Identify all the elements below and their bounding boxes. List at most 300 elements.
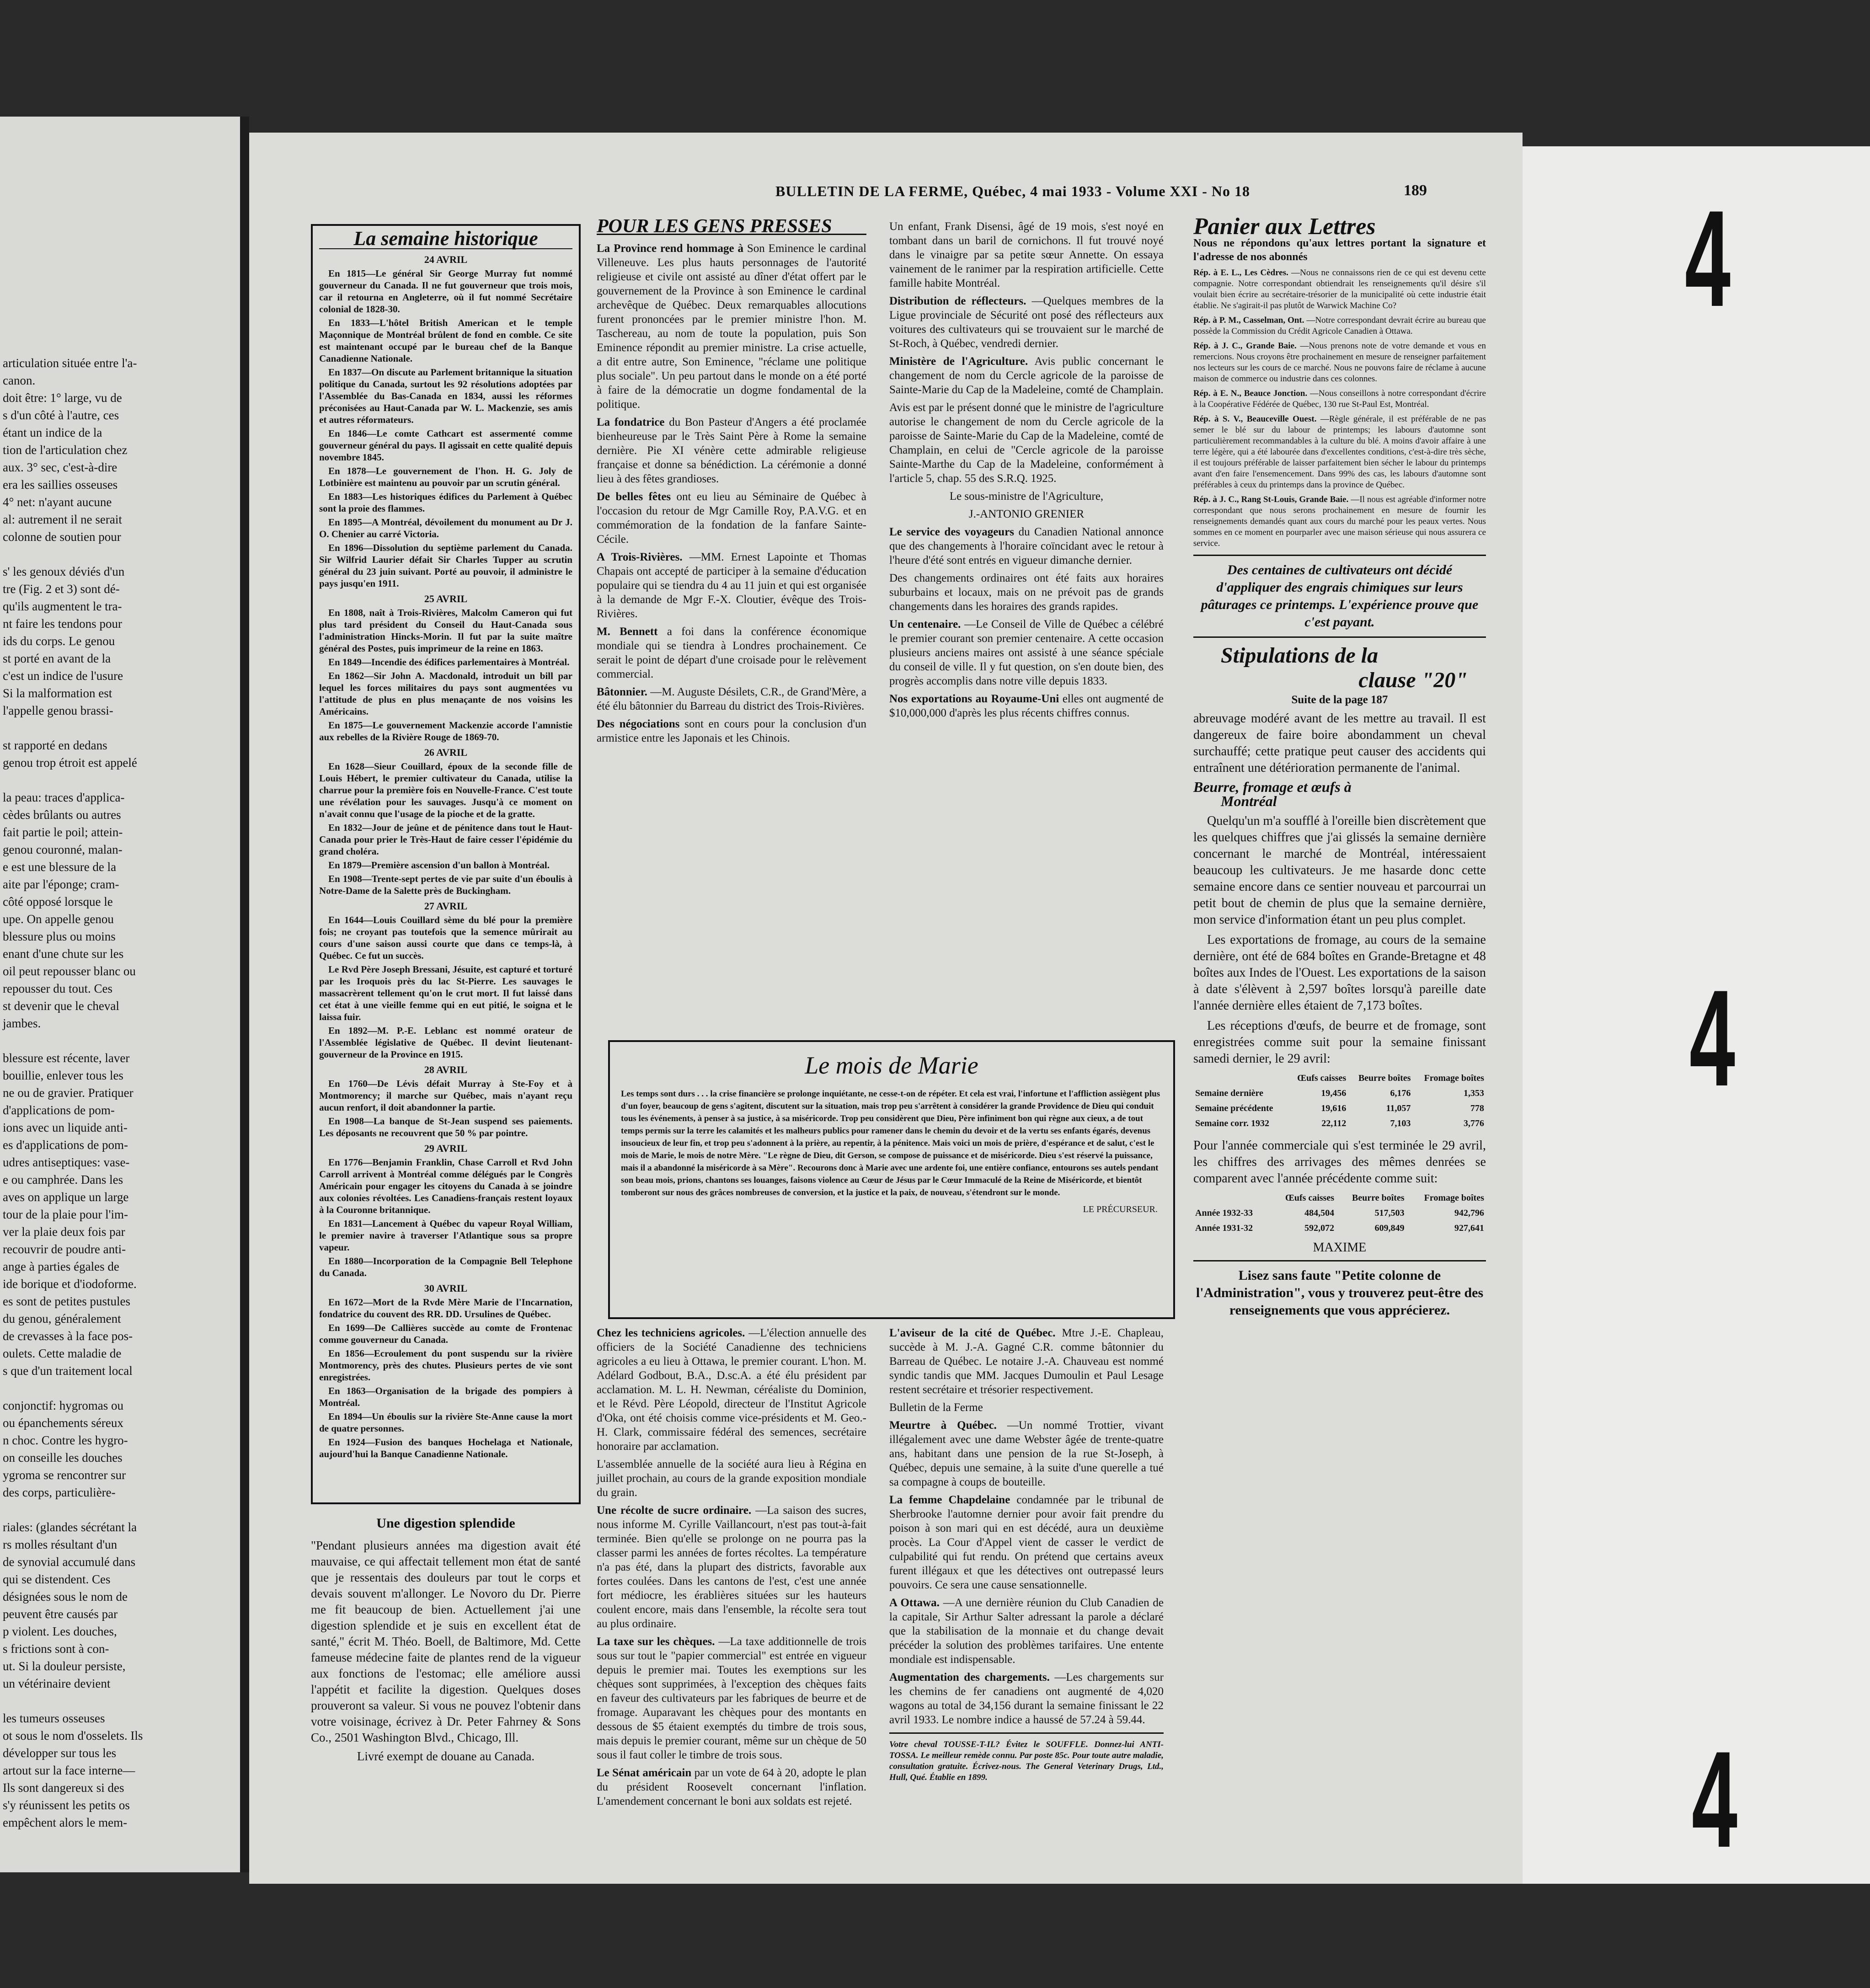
semaine-entry: En 1924—Fusion des banques Hochelaga et Nationale, aujourd'hui la Banque Canadienne Nationale.	[319, 1437, 572, 1459]
left-page-line: Ils sont dangereux si des	[3, 1781, 124, 1795]
left-page-line: n choc. Contre les hygro-	[3, 1433, 128, 1447]
beurre-para2: Pour l'année commerciale qui s'est terminée le 29 avril, les chiffres des arrivages des mêmes denrées se comparent avec l'année précédente comme suit:	[1193, 1138, 1486, 1186]
table-row	[1193, 1086, 1486, 1101]
item-text: du Canadien National annonce que des changements à l'horaire coïncidant avec le retour à l'heure d'été sont entrés en vigueur dimanche dernier.	[889, 526, 1164, 566]
beurre-paragraph: Les réceptions d'œufs, de beurre et de fromage, sont enregistrées comme suit pour la semaine finissant samedi dernier, le 29 avril:	[1193, 1019, 1486, 1066]
divider	[889, 1732, 1164, 1734]
item-text: —Nous prenons note de votre demande et vous en remercions. Nous croyons être prochainement en mesure de renseigner parfaitement nos lecteurs sur les cours de ce marché. Nous ne pouvons faire de réclame à aucune maison de commerce ou industrie dans ces colonnes.	[1193, 341, 1486, 384]
left-page-line: aite par l'éponge; cram-	[3, 877, 119, 891]
panier-reply	[1193, 315, 1486, 337]
left-page-line: c'est un indice de l'usure	[3, 669, 123, 683]
news-item	[889, 525, 1164, 567]
item-text: Avis est par le présent donné que le ministre de l'agriculture autorise le changement de nom du Cercle agricole de la paroisse de Sainte-Marie du Cap de la Madeleine, comté de Champlain, en celui de "Cercle agricole de la paroisse Sainte-Marthe du Cap de la Madeleine, conformément à l'article 5, chap. 55 des S.R.Q. 1925.	[889, 401, 1164, 485]
item-lead: A Trois-Rivières.	[597, 551, 683, 563]
semaine-entry: En 1849—Incendie des édifices parlementaires à Montréal.	[328, 657, 570, 668]
masthead: BULLETIN DE LA FERME, Québec, 4 mai 1933 - Volume XXI - No 18	[775, 183, 1250, 199]
item-text: Des changements ordinaires ont été faits aux horaires suburbains et locaux, mais on ne prévoit pas de grands changements dans les horaires des grands rapides.	[889, 572, 1164, 613]
col3-items2	[889, 525, 1164, 720]
left-page-line: st rapporté en dedans	[3, 738, 107, 752]
left-page-line: du genou, généralement	[3, 1312, 121, 1325]
marie-signature: LE PRÉCURSEUR.	[1083, 1204, 1158, 1214]
left-page-line: s que d'un traitement local	[3, 1364, 133, 1378]
item-text: a foi dans la conférence économique mondiale qui se tiendra à Londres prochainement. Ce serait le point de départ d'une croisade pour le relèvement commercial.	[597, 625, 867, 680]
semaine-entry: En 1879—Première ascension d'un ballon à Montréal.	[328, 860, 550, 871]
item-text: —Le Conseil de Ville de Québec a célébré le premier courant son premier centenaire. A cette occasion plusieurs anciens maires ont assisté à une séance spéciale du conseil de ville. Il y fut question, on s'en doute bien, des progrès accomplis dans notre ville depuis 1833.	[889, 618, 1164, 687]
left-page-line: ou épanchements séreux	[3, 1416, 123, 1430]
stipulations-title-2: clause "20"	[1358, 668, 1468, 692]
left-page-line	[0, 1379, 240, 1397]
news-item	[597, 1457, 866, 1500]
panier-reply	[1193, 341, 1486, 385]
item-lead: Distribution de réflecteurs.	[889, 295, 1026, 307]
news-item	[889, 1493, 1164, 1592]
left-page-line: tour de la plaie pour l'im-	[3, 1208, 128, 1221]
table-header-cell: Œufs caisses	[1297, 1073, 1346, 1083]
news-item	[889, 294, 1164, 351]
newspaper-page	[249, 133, 1523, 1884]
item-lead: M. Bennett	[597, 625, 658, 638]
veterinary-ad: Votre cheval TOUSSE-T-IL? Évitez le SOUFFLE. Donnez-lui ANTI-TOSSA. Le meilleur remède connu. Par poste 85c. Pour toute autre maladie, consultation gratuite. Écrivez-nous. The General Veterinary Drugs, Ltd., Hull, Qué. Établie en 1899.	[889, 1740, 1164, 1782]
left-page-line: p violent. Les douches,	[3, 1625, 117, 1638]
table-header-row	[1193, 1071, 1486, 1086]
semaine-date: 27 AVRIL	[424, 900, 468, 912]
stipulations-title-1: Stipulations de la	[1221, 643, 1378, 668]
semaine-entry: En 1699—De Callières succède au comte de Frontenac comme gouverneur du Canada.	[319, 1322, 572, 1345]
left-page-line: cèdes brûlants ou autres	[3, 808, 121, 822]
gens-presses-title: POUR LES GENS PRESSES	[597, 219, 866, 235]
table-cell: 11,057	[1386, 1103, 1411, 1113]
engrais-notice: Des centaines de cultivateurs ont décidé d'appliquer des engrais chimiques sur leurs pâturages ce printemps. L'expérience prouve que c'est payant.	[1201, 562, 1479, 630]
margin-mark: 4	[1685, 182, 1731, 335]
left-page-line: doit être: 1° large, vu de	[3, 391, 122, 405]
semaine-entry: En 1808, naît à Trois-Rivières, Malcolm Cameron qui fut plus tard président du Conseil du Haut-Canada sous l'administration Hincks-Morin. Il fut par la suite maître général des Postes, puis imprimeur de la reine en 1863.	[319, 607, 572, 654]
table-row	[1193, 1221, 1486, 1236]
left-page-line: tion de l'articulation chez	[3, 443, 128, 457]
item-lead: Ministère de l'Agriculture.	[889, 355, 1028, 368]
news-item	[889, 1596, 1164, 1667]
left-page-line: de crevasses à la face pos-	[3, 1329, 133, 1343]
table-cell: 19,456	[1321, 1088, 1346, 1098]
item-text: elles ont augmenté de $10,000,000 d'après les plus récents chiffres connus.	[889, 693, 1164, 719]
item-text: —Quelques membres de la Ligue provinciale de Sécurité ont posé des réflecteurs aux voitures des cultivateurs qui se trouvaient sur le marché de St-Roch, à Québec, vendredi dernier.	[889, 295, 1164, 350]
left-page-line: repousser du tout. Ces	[3, 982, 112, 995]
item-lead: La Province rend hommage à	[597, 242, 743, 255]
semaine-date: 28 AVRIL	[424, 1064, 468, 1075]
item-text: condamnée par le tribunal de Sherbrooke l'automne dernier pour avoir fait prendre du poison à son mari qui en est décédé, aura un deuxième procès. La Cour d'Appel vient de casser le verdict de culpabilité qui fut rendu. On prétend que certains aveux furent illégaux et que les détectives ont outrepassé leurs pouvoirs. Ce sera une cause sensationnelle.	[889, 1494, 1164, 1591]
stipulations-suite: Suite de la page 187	[1291, 694, 1388, 706]
table-header-cell	[1193, 1191, 1270, 1206]
semaine-entry: En 1862—Sir John A. Macdonald, introduit un bill par lequel les forces militaires du pays sont augmentées vu l'attitude de plus en plus menaçante de nos voisins les Américains.	[319, 670, 572, 717]
table-cell: 1,353	[1464, 1088, 1484, 1098]
beurre-title-2: Montréal	[1221, 793, 1277, 809]
left-page-line: ide borique et d'iodoforme.	[3, 1277, 137, 1291]
left-page-line: s frictions sont à con-	[3, 1642, 109, 1656]
panier-reply	[1193, 494, 1486, 549]
item-lead: Un centenaire.	[889, 618, 961, 631]
item-text: sont en cours pour la conclusion d'un armistice entre les Japonais et les Chinois.	[597, 718, 867, 744]
item-text: ont eu lieu au Séminaire de Québec à l'occasion du retour de Mgr Camille Roy, P.A.V.G. et en commémoration de la fondation de la fanfare Sainte-Cécile.	[597, 491, 866, 545]
item-lead: Des négociations	[597, 718, 680, 730]
left-page-line	[0, 719, 240, 737]
panier-reply	[1193, 267, 1486, 311]
item-lead: Rép. à J. C., Grande Baie.	[1193, 341, 1297, 351]
item-text: Bulletin de la Ferme	[889, 1401, 983, 1414]
digestion-title: Une digestion splendide	[376, 1516, 515, 1531]
panier-reply	[1193, 388, 1486, 410]
item-lead: Nos exportations au Royaume-Uni	[889, 693, 1059, 705]
left-page-line: on conseille les douches	[3, 1451, 123, 1464]
table-header-cell: Beurre boîtes	[1352, 1193, 1405, 1203]
left-page-line: es sont de petites pustules	[3, 1294, 130, 1308]
left-page-line: canon.	[3, 374, 36, 387]
table-cell: 609,849	[1374, 1223, 1405, 1233]
news-item	[889, 617, 1164, 688]
gens-presses-item	[597, 685, 866, 713]
left-page-line: qu'ils augmentent le tra-	[3, 599, 122, 613]
column-3	[889, 219, 1164, 724]
item-text: —M. Auguste Désilets, C.R., de Grand'Mère, a été élu bâtonnier du Barreau du district des Trois-Rivières.	[597, 686, 866, 712]
beurre-title-1: Beurre, fromage et œufs à	[1193, 779, 1352, 795]
left-page-fragment	[0, 117, 240, 1872]
panier-replies	[1193, 267, 1486, 549]
item-text: Son Eminence le cardinal Villeneuve. Les plus hauts personnages de l'autorité religieuse et civile ont assisté au dîner d'état offert par le gouvernement de la Province à son Eminence le cardinal archevêque de Québec. Deux remarquables allocutions furent prononcées par le premier ministre l'hon. M. Taschereau, au nom de toute la population, puis Son Eminence répondit au premier ministre. La crise actuelle, a dit entre autre, Son Eminence, "réclame une politique plus sociale". Un peu partout dans le monde on a été porté à faire de la démocratie un dogme fondamental de la politique.	[597, 242, 866, 411]
news-item	[889, 692, 1164, 720]
gens-presses-item	[597, 717, 866, 745]
item-text: —La saison des sucres, nous informe M. Cyrille Vaillancourt, n'est pas tout-à-fait terminée. Bien qu'elle se prolonge on ne pourra pas la classer parmi les années de fortes récoltes. La température n'a pas été, dans la plupart des districts, favorable aux fortes coulées. Dans les cantons de l'est, c'est une année fort médiocre, les érablières situées sur les hauteurs coulent encore, mais dans l'ensemble, la récolte sera tout au plus ordinaire.	[597, 1504, 867, 1630]
semaine-entry: En 1832—Jour de jeûne et de pénitence dans tout le Haut-Canada pour prier le Très-Haut de faire cesser l'épidémie du grand choléra.	[319, 822, 572, 857]
left-page-line: nt faire les tendons pour	[3, 617, 122, 631]
table-cell: Année 1932-33	[1195, 1208, 1253, 1218]
item-text: —Règle générale, il est préférable de ne pas semer le blé sur du labour de printemps; les labours d'automne sont particulièrement recommandables à la culture du blé. A moins d'avoir affaire à une terre légère, qui a été labourée dans d'excellentes conditions, c'est-à-dire très sèche, il est toujours préférable de laisser parfaitement bien sécher le labour du printemps avant d'en faire l'ensemencement. Dans 99% des cas, les labours d'automne sont préférables à ceux du printemps dans la province de Québec.	[1193, 414, 1486, 490]
item-text: —Il nous est agréable d'informer notre correspondant que nous serons prochainement en mesure de fournir les renseignements demandés quant aux cours du marché pour les peaux vertes. Nous sommes en ce moment en pourparler avec une maison sérieuse qui nous assurera ce service.	[1193, 495, 1486, 548]
semaine-entry: En 1880—Incorporation de la Compagnie Bell Telephone du Canada.	[319, 1256, 572, 1278]
table-cell: 3,776	[1464, 1118, 1484, 1128]
left-page-line: st porté en avant de la	[3, 652, 111, 665]
item-text: —A une dernière réunion du Club Canadien de la capitale, Sir Arthur Salter adressant la parole a déclaré que la stabilisation de la monnaie et du change devait précéder la solution des problèmes tarifaires. Une entente mondiale est indispensable.	[889, 1597, 1164, 1666]
item-text: par un vote de 64 à 20, adopte le plan du président Roosevelt concernant l'inflation. L'amendement concernant le boni aux soldats est rejeté.	[597, 1767, 866, 1807]
left-page-line: ygroma se rencontrer sur	[3, 1468, 126, 1482]
left-page-line	[0, 1501, 240, 1518]
semaine-entry: En 1846—Le comte Cathcart est assermenté comme gouverneur général du pays. Il agissait en cette qualité depuis novembre 1845.	[319, 428, 572, 463]
item-text: —MM. Ernest Lapointe et Thomas Chapais ont accepté de participer à la semaine d'éducation populaire qui se tiendra du 4 au 11 juin et qui est organisée à la demande de Mgr F.-X. Cloutier, évêque des Trois-Rivières.	[597, 551, 867, 620]
column-2-lower	[597, 1326, 866, 1812]
left-page-line: es d'applications de pom-	[3, 1138, 128, 1152]
gens-presses-item	[597, 415, 866, 486]
table-header-row	[1193, 1191, 1486, 1206]
beurre-paragraphs	[1193, 813, 1486, 1067]
left-page-line: étant un indice de la	[3, 426, 102, 439]
news-item	[889, 1418, 1164, 1489]
table-cell: 6,176	[1390, 1088, 1411, 1098]
page-gutter	[240, 117, 249, 1872]
marie-title: Le mois de Marie	[805, 1052, 978, 1079]
table-cell: Semaine corr. 1932	[1195, 1118, 1270, 1128]
signature-line: Le sous-ministre de l'Agriculture,	[949, 490, 1104, 502]
semaine-entry: En 1815—Le général Sir George Murray fut nommé gouverneur du Canada. Il ne fut gouverneur que trois mois, car il retourna en Angleterre, où il fut nommé Secrétaire colonial de 1828-30.	[319, 268, 572, 315]
right-margin	[1523, 146, 1870, 1884]
panier-intro: Nous ne répondons qu'aux lettres portant la signature et l'adresse de nos abonnés	[1193, 237, 1486, 263]
digestion-body: "Pendant plusieurs années ma digestion avait été mauvaise, ce qui affectait tellement mon état de santé que je ressentais des douleurs par tout le corps et devais souvent m'allonger. Le Novoro du Dr. Pierre me fit beaucoup de bien. Actuellement j'ai une digestion splendide et je suis en excellent état de santé," écrit M. Théo. Boell, de Baltimore, Md. Cette fameuse médecine faite de plantes rend de la vigueur aux fonctions de l'estomac; elle améliore aussi l'appétit et facilite la digestion. Quelques doses prouveront sa valeur. Si vous ne pouvez l'obtenir dans votre voisinage, écrivez à Dr. Peter Fahrney & Sons Co., 2501 Washington Blvd., Chicago, Ill.	[311, 1539, 581, 1744]
divider	[1193, 1260, 1486, 1261]
item-lead: Chez les techniciens agricoles.	[597, 1327, 745, 1339]
item-lead: De belles fêtes	[597, 491, 671, 503]
left-page-line: s' les genoux déviés d'un	[3, 565, 125, 578]
annual-table	[1193, 1191, 1486, 1236]
semaine-entry: En 1856—Ecroulement du pont suspendu sur la rivière Montmorency, près des chutes. Plusieurs pertes de vie sont enregistrées.	[319, 1348, 572, 1383]
left-page-line: artout sur la face interne—	[3, 1764, 135, 1777]
left-page-line: Si la malformation est	[3, 686, 112, 700]
table-header-cell: Fromage boîtes	[1424, 1193, 1484, 1203]
column-2	[597, 216, 867, 749]
news-item	[889, 219, 1164, 290]
left-page-line: peuvent être causés par	[3, 1607, 118, 1621]
left-page-line	[0, 771, 240, 789]
semaine-entry: En 1895—A Montréal, dévoilement du monument au Dr J. O. Chenier au carré Victoria.	[319, 517, 572, 540]
techniciens-items	[597, 1326, 866, 1808]
item-lead: La femme Chapdelaine	[889, 1494, 1010, 1506]
table-cell: 7,103	[1390, 1118, 1411, 1128]
semaine-entry: En 1776—Benjamin Franklin, Chase Carroll et Rvd John Carroll arrivent à Montréal comme délégués par le Congrès Américain pour engager les citoyens du Canada à se joindre aux colonies révoltées. Les Canadiens-français restent loyaux à la Couronne britannique.	[319, 1157, 572, 1215]
gens-presses-item	[597, 550, 866, 621]
item-text: —Notre correspondant devrait écrire au bureau que possède la Commission du Crédit Agricole Canadien à Ottawa.	[1193, 315, 1486, 336]
item-text: L'assemblée annuelle de la société aura lieu à Régina en juillet prochain, au cours de la grande exposition mondiale du grain.	[597, 1458, 866, 1499]
item-lead: Une récolte de sucre ordinaire.	[597, 1504, 752, 1517]
item-lead: Meurtre à Québec.	[889, 1419, 997, 1432]
column-3-lower	[889, 1326, 1164, 1787]
left-page-line: s'y réunissent les petits os	[3, 1798, 130, 1812]
left-page-line: e est une blessure de la	[3, 860, 117, 874]
semaine-title: La semaine historique	[319, 231, 572, 249]
item-lead: L'aviseur de la cité de Québec.	[889, 1327, 1056, 1339]
left-page-line: des corps, particulière-	[3, 1486, 116, 1499]
left-page-line: udres antiseptiques: vase-	[3, 1155, 130, 1169]
item-lead: Augmentation des chargements.	[889, 1671, 1050, 1683]
lisez-notice: Lisez sans faute "Petite colonne de l'Administration", vous y trouverez peut-être des renseignements que vous apprécierez.	[1196, 1268, 1484, 1318]
item-lead: Rép. à P. M., Casselman, Ont.	[1193, 315, 1304, 325]
left-page-line: st devenir que le cheval	[3, 999, 119, 1013]
left-page-line: genou trop étroit est appelé	[3, 756, 137, 770]
table-cell: 927,641	[1454, 1223, 1484, 1233]
news-item	[889, 354, 1164, 397]
item-lead: Rép. à J. C., Rang St-Louis, Grande Baie.	[1193, 495, 1349, 504]
left-page-line: développer sur tous les	[3, 1746, 117, 1760]
item-text: —La taxe additionnelle de trois sous sur tout le "papier commercial" est entrée en vigueur depuis le premier mai. Toutes les exemptions sur les chèques sont supprimées, à l'exception des chèques faits en faveur des cultivateurs par les fabriques de beurre et de fromage. Auparavant les chèques pour des montants en dessous de $5 étaient exemptés du timbre de trois sous, mais depuis le premier courant, même sur un chèque de 50 sous il faut coller le timbre de trois sous.	[597, 1635, 867, 1761]
semaine-entry: En 1875—Le gouvernement Mackenzie accorde l'amnistie aux rebelles de la Rivière Rouge de 1869-70.	[319, 720, 572, 743]
news-item	[597, 1503, 866, 1631]
table-header-cell: Œufs caisses	[1285, 1193, 1335, 1203]
left-page-line: ne ou de gravier. Pratiquer	[3, 1086, 134, 1100]
left-page-line: upe. On appelle genou	[3, 912, 114, 926]
table-header-cell	[1193, 1071, 1288, 1086]
news-item	[889, 401, 1164, 486]
item-text: du Bon Pasteur d'Angers a été proclamée bienheureuse par le Très Saint Père à Rome la semaine dernière. Pie XI vénère cette admirable religieuse française et donne sa bénédiction. La cérémonie a donné lieu à des fêtes grandioses.	[597, 416, 866, 485]
item-lead: La taxe sur les chèques.	[597, 1635, 715, 1648]
left-page-line: rs molles résultant d'un	[3, 1538, 118, 1551]
table-row	[1193, 1101, 1486, 1116]
table-cell: Semaine dernière	[1195, 1088, 1264, 1098]
margin-mark: 4	[1689, 961, 1736, 1115]
left-page-line: empêchent alors le mem-	[3, 1816, 128, 1829]
left-page-line: fait partie le poil; attein-	[3, 825, 123, 839]
mois-de-marie-box	[608, 1040, 1175, 1319]
left-page-line: un vétérinaire devient	[3, 1677, 111, 1690]
item-text: Un enfant, Frank Disensi, âgé de 19 mois, s'est noyé en tombant dans un baril de cornichons. Il fut trouvé noyé dans le vinaigre par sa petite sœur Annette. On essaya vainement de le ranimer par la respiration artificielle. Cette famille habite Montréal.	[889, 220, 1164, 289]
left-page-line: al: autrement il ne serait	[3, 513, 122, 526]
item-text: —Un nommé Trottier, vivant illégalement avec une dame Webster âgée de trente-quatre ans, habitant dans une pension de la rue St-Joseph, à Québec, depuis une semaine, à la suite d'une querelle a tué sa compagne à coups de bouteille.	[889, 1419, 1164, 1488]
semaine-entry: En 1833—L'hôtel British American et le temple Maçonnique de Montréal brûlent de fond en comble. Ce site est maintenant occupé par le bureau chef de la Banque Canadienne Nationale.	[319, 317, 572, 364]
left-page-line: qui se distendent. Ces	[3, 1572, 111, 1586]
item-text: —Nous conseillons à notre correspondant d'écrire à la Coopérative Fédérée de Québec, 130 rue St-Paul Est, Montréal.	[1193, 389, 1486, 409]
left-page-line: bouillie, enlever tous les	[3, 1069, 123, 1082]
semaine-historique-box	[311, 224, 581, 1504]
item-lead: Rép. à S. V., Beauceville Ouest.	[1193, 414, 1317, 424]
left-page-line: ids du corps. Le genou	[3, 634, 115, 648]
left-page-line: l'appelle genou brassi-	[3, 704, 113, 717]
col3-items	[889, 219, 1164, 486]
left-page-line	[0, 545, 240, 563]
left-page-line: blessure plus ou moins	[3, 930, 116, 943]
left-page-line: s d'un côté à l'autre, ces	[3, 408, 119, 422]
table-row	[1193, 1206, 1486, 1221]
digestion-footer: Livré exempt de douane au Canada.	[357, 1749, 535, 1763]
left-page-line: aves on applique un large	[3, 1190, 129, 1204]
left-page-line: désignées sous le nom de	[3, 1590, 128, 1603]
left-page-line: blessure est récente, laver	[3, 1051, 130, 1065]
table-cell: 942,796	[1454, 1208, 1484, 1218]
left-page-line: era les saillies osseuses	[3, 478, 118, 492]
page-number: 189	[1404, 182, 1427, 199]
semaine-entries	[319, 254, 572, 1460]
left-page-line	[0, 1032, 240, 1049]
news-item	[597, 1326, 866, 1454]
item-text: —L'élection annuelle des officiers de la Société Canadienne des techniciens agricoles a eu lieu à Ottawa, le premier courant. L'hon. M. Adélard Godbout, B.A., D.sc.A. a été élu président par acclamation. M. L. H. Newman, céréaliste du Dominion, et le Révd. Père Léopold, directeur de l'Institut Agricole d'Oka, ont été choisis comme vice-présidents et M. Geo.-H. Clark, commissaire fédéral des semences, secrétaire honoraire par acclamation.	[597, 1327, 867, 1453]
column-1	[311, 224, 581, 1767]
semaine-entry: En 1837—On discute au Parlement britannique la situation politique du Canada, surtout les 92 résolutions adoptées par l'Assemblée du Bas-Canada en 1834, aussi les réformes préconisées au Haut-Canada par W. L. Mackenzie, ses amis et autres réformateurs.	[319, 367, 572, 425]
left-page-line: ver la plaie deux fois par	[3, 1225, 125, 1239]
aviseur-items	[889, 1326, 1164, 1727]
item-text: —Nous ne connaissons rien de ce qui est devenu cette compagnie. Notre correspondant obtiendrait les renseignements qu'il désire s'il voulait bien écrire au secrétaire-trésorier de la municipalité où cette industrie était établie. Ne s'agirait-il pas plutôt de Warwick Machine Co?	[1193, 268, 1486, 310]
panier-title: Panier aux Lettres	[1193, 214, 1376, 240]
item-text: Avis public concernant le changement de nom du Cercle agricole de la paroisse de Sainte-Marie du Cap de la Madeleine, comté de Champlain.	[889, 355, 1164, 396]
gens-presses-item	[597, 490, 866, 546]
table-cell: 517,503	[1374, 1208, 1405, 1218]
item-lead: Rép. à E. N., Beauce Jonction.	[1193, 389, 1308, 398]
left-page-line: les tumeurs osseuses	[3, 1711, 105, 1725]
semaine-date: 24 AVRIL	[424, 254, 468, 265]
left-page-line: ot sous le nom d'osselets. Ils	[3, 1729, 143, 1742]
table-cell: Semaine précédente	[1195, 1103, 1273, 1113]
beurre-paragraph: Les exportations de fromage, au cours de la semaine dernière, ont été de 684 boîtes en Grande-Bretagne et 48 boîtes aux Indes de l'Ouest. Les exportations de la saison à date s'élèvent à 2,597 boîtes lorsqu'à pareille date l'année dernière elles étaient de 7,173 boîtes.	[1193, 933, 1486, 1013]
margin-mark: 4	[1692, 1722, 1738, 1876]
left-page-line: colonne de soutien pour	[3, 530, 121, 544]
table-cell: 484,504	[1304, 1208, 1335, 1218]
semaine-entry: En 1628—Sieur Couillard, époux de la seconde fille de Louis Hébert, le premier cultivateur du Canada, utilise la charrue pour la première fois en Nouvelle-France. C'est toute une révélation pour les sauvages. Jusqu'à ce moment on n'avait connu que l'usage de la pioche et de la gratte.	[319, 761, 572, 819]
semaine-entry: En 1831—Lancement à Québec du vapeur Royal William, le premier navire à traverser l'Atlantique sous sa propre vapeur.	[319, 1218, 572, 1253]
divider	[1193, 636, 1486, 638]
left-page-line: aux. 3° sec, c'est-à-dire	[3, 460, 118, 474]
item-lead: Bâtonnier.	[597, 686, 647, 698]
maxime-signature: MAXIME	[1313, 1240, 1367, 1255]
semaine-date: 30 AVRIL	[424, 1283, 468, 1294]
item-text: —Les chargements sur les chemins de fer canadiens ont augmenté de 4,020 wagons au total de 34,156 durant la semaine finissant le 22 avril 1933. Le nombre indice a haussé de 57.24 à 59.44.	[889, 1671, 1164, 1726]
left-page-line: riales: (glandes sécrétant la	[3, 1520, 137, 1534]
left-page-line: la peau: traces d'applica-	[3, 791, 125, 804]
semaine-entry: En 1644—Louis Couillard sème du blé pour la première fois; ne croyant pas toutefois que la semence mûrirait au cours d'une saison aussi courte que dans ce temps-là, à Québec. Ce fut un succès.	[319, 914, 572, 961]
item-lead: Le Sénat américain	[597, 1767, 692, 1779]
beurre-paragraph: Quelqu'un m'a soufflé à l'oreille bien discrètement que les quelques chiffres que j'ai glissés la semaine dernière concernant le marché de Montréal, intéressaient beaucoup les cultivateurs. Je me hasarde donc cette semaine encore dans ce sentier nouveau et parcourrai un petit bout de chemin de plus que la semaine dernière, mon service d'information étant un peu plus complet.	[1193, 814, 1486, 927]
left-page-line: genou couronné, malan-	[3, 843, 123, 856]
news-item	[889, 571, 1164, 614]
table-row	[1193, 1116, 1486, 1131]
left-page-line: conjonctif: hygromas ou	[3, 1399, 123, 1412]
semaine-date: 26 AVRIL	[424, 747, 468, 758]
signature-name: J.-ANTONIO GRENIER	[968, 508, 1085, 520]
left-page-line: ut. Si la douleur persiste,	[3, 1659, 126, 1673]
semaine-entry: En 1894—Un éboulis sur la rivière Ste-Anne cause la mort de quatre personnes.	[319, 1411, 572, 1434]
digestion-article	[311, 1516, 581, 1764]
semaine-entry: En 1863—Organisation de la brigade des pompiers à Montréal.	[319, 1385, 572, 1408]
left-page-line: articulation située entre l'a-	[3, 356, 137, 370]
news-item	[597, 1766, 866, 1808]
semaine-entry: En 1896—Dissolution du septième parlement du Canada. Sir Wilfrid Laurier défait Sir Charles Tupper au scrutin général du 23 juin suivant. Porté au pouvoir, il administre le pays jusqu'en 1911.	[319, 542, 572, 589]
left-page-line: d'applications de pom-	[3, 1103, 115, 1117]
table-cell: Année 1931-32	[1195, 1223, 1253, 1233]
news-item	[597, 1635, 866, 1762]
news-item	[889, 1670, 1164, 1727]
column-4	[1193, 214, 1486, 1323]
left-page-line: recouvrir de poudre anti-	[3, 1242, 126, 1256]
left-page-line: côté opposé lorsque le	[3, 895, 113, 908]
semaine-entry: En 1883—Les historiques édifices du Parlement à Québec sont la proie des flammes.	[319, 491, 572, 514]
left-page-line: oulets. Cette maladie de	[3, 1347, 122, 1360]
semaine-entry: Le Rvd Père Joseph Bressani, Jésuite, est capturé et torturé par les Iroquois près du lac St-Pierre. Les sauvages le massacrèrent tellement qu'on le crut mort. Il fut laissé dans cet état à une vieille femme qui en eut pitié, le soigna et le laissa fuir.	[319, 964, 572, 1022]
table-cell: 19,616	[1321, 1103, 1346, 1113]
receptions-table	[1193, 1071, 1486, 1131]
semaine-date: 29 AVRIL	[424, 1143, 468, 1154]
left-page-line	[0, 1692, 240, 1710]
news-item	[889, 1326, 1164, 1397]
semaine-date: 25 AVRIL	[424, 593, 468, 604]
gens-presses-item	[597, 625, 866, 681]
gens-presses-item	[597, 241, 866, 411]
item-lead: Rép. à E. L., Les Cèdres.	[1193, 268, 1288, 278]
stipulations-body: abreuvage modéré avant de les mettre au travail. Il est dangereux de faire boire abondamment un cheval surchauffé; cette pratique peut causer des accidents qui entraînent une détérioration permanente de l'animal.	[1193, 711, 1486, 775]
table-cell: 778	[1470, 1103, 1484, 1113]
table-cell: 592,072	[1304, 1223, 1335, 1233]
table-header-cell: Beurre boîtes	[1358, 1073, 1411, 1083]
news-item	[889, 1400, 1164, 1415]
left-page-line: jambes.	[3, 1016, 41, 1030]
semaine-entry: En 1908—La banque de St-Jean suspend ses paiements. Les déposants ne recouvrent que 50 % par pointre.	[319, 1116, 572, 1138]
semaine-entry: En 1672—Mort de la Rvde Mère Marie de l'Incarnation, fondatrice du couvent des RR. DD. Ursulines de Québec.	[319, 1297, 572, 1320]
divider	[1193, 555, 1486, 556]
left-page-line: ions avec un liquide anti-	[3, 1121, 128, 1134]
left-page-line: 4° net: n'ayant aucune	[3, 495, 112, 509]
item-lead: A Ottawa.	[889, 1597, 940, 1609]
left-page-line: tre (Fig. 2 et 3) sont dé-	[3, 582, 120, 596]
semaine-entry: En 1908—Trente-sept pertes de vie par suite d'un éboulis à Notre-Dame de la Salette près de Buckingham.	[319, 873, 572, 896]
gens-presses-items	[597, 241, 866, 745]
semaine-entry: En 1760—De Lévis défait Murray à Ste-Foy et à Montmorency; il marche sur Québec, mais n'ayant reçu aucun renfort, il doit abandonner la partie.	[319, 1078, 572, 1113]
left-page-line: enant d'une chute sur les	[3, 947, 124, 961]
left-page-line: ange à parties égales de	[3, 1260, 119, 1273]
left-page-line: oil peut repousser blanc ou	[3, 964, 136, 978]
item-text: Mtre J.-E. Chapleau, succède à M. J.-A. Gagné C.R. comme bâtonnier du Barreau de Québec. Le notaire J.-A. Chauveau est nommé syndic tandis que MM. Jacques Dumoulin et Paul Lesage restent secrétaire et trésorier respectivement.	[889, 1327, 1164, 1396]
panier-reply	[1193, 414, 1486, 491]
left-page-line: de synovial accumulé dans	[3, 1555, 136, 1569]
table-header-cell: Fromage boîtes	[1424, 1073, 1484, 1083]
marie-body: Les temps sont durs . . . la crise financière se prolonge inquiétante, ne cesse-t-on de répéter. Et cela est vrai, l'infortune et l'affliction assiègent plus d'un foyer, beaucoup de gens s'agitent, discutent sur la situation, mais trop peu s'arrêtent à considérer la grande Providence de Dieu qui conduit tous les événements, à penser à sa justice, à sa miséricorde. Trop peu considèrent que Dieu, Père infiniment bon qui règne aux cieux, a de tout temps permis sur la terre les calamités et les malheurs publics pour ramener dans le chemin du devoir et de la vertu ses enfants égarés, devenus insoucieux de leur fin, et trop peu s'adonnent à la prière, au repentir, à la pénitence. Mais voici un mois de prière, d'espérance et de salut, c'est le mois de Marie, le mois de notre Mère. "Le règne de Dieu, dit Gerson, se compose de puissance et de miséricorde. Dieu s'est réservé la puissance, mais il a abandonné la miséricorde à sa Mère". Recourons donc à Marie avec une ardente foi, une entière confiance, entourons ses autels pendant son beau mois, prions, chantons ses louanges, faisons violence au Cœur de Jésus par le Cœur Immaculé de la Reine de Miséricorde, et bientôt tomberont sur nous des grâces nombreuses de conversion, et la justice et la paix, de nouveau, s'étendront sur le monde.	[621, 1089, 1160, 1197]
